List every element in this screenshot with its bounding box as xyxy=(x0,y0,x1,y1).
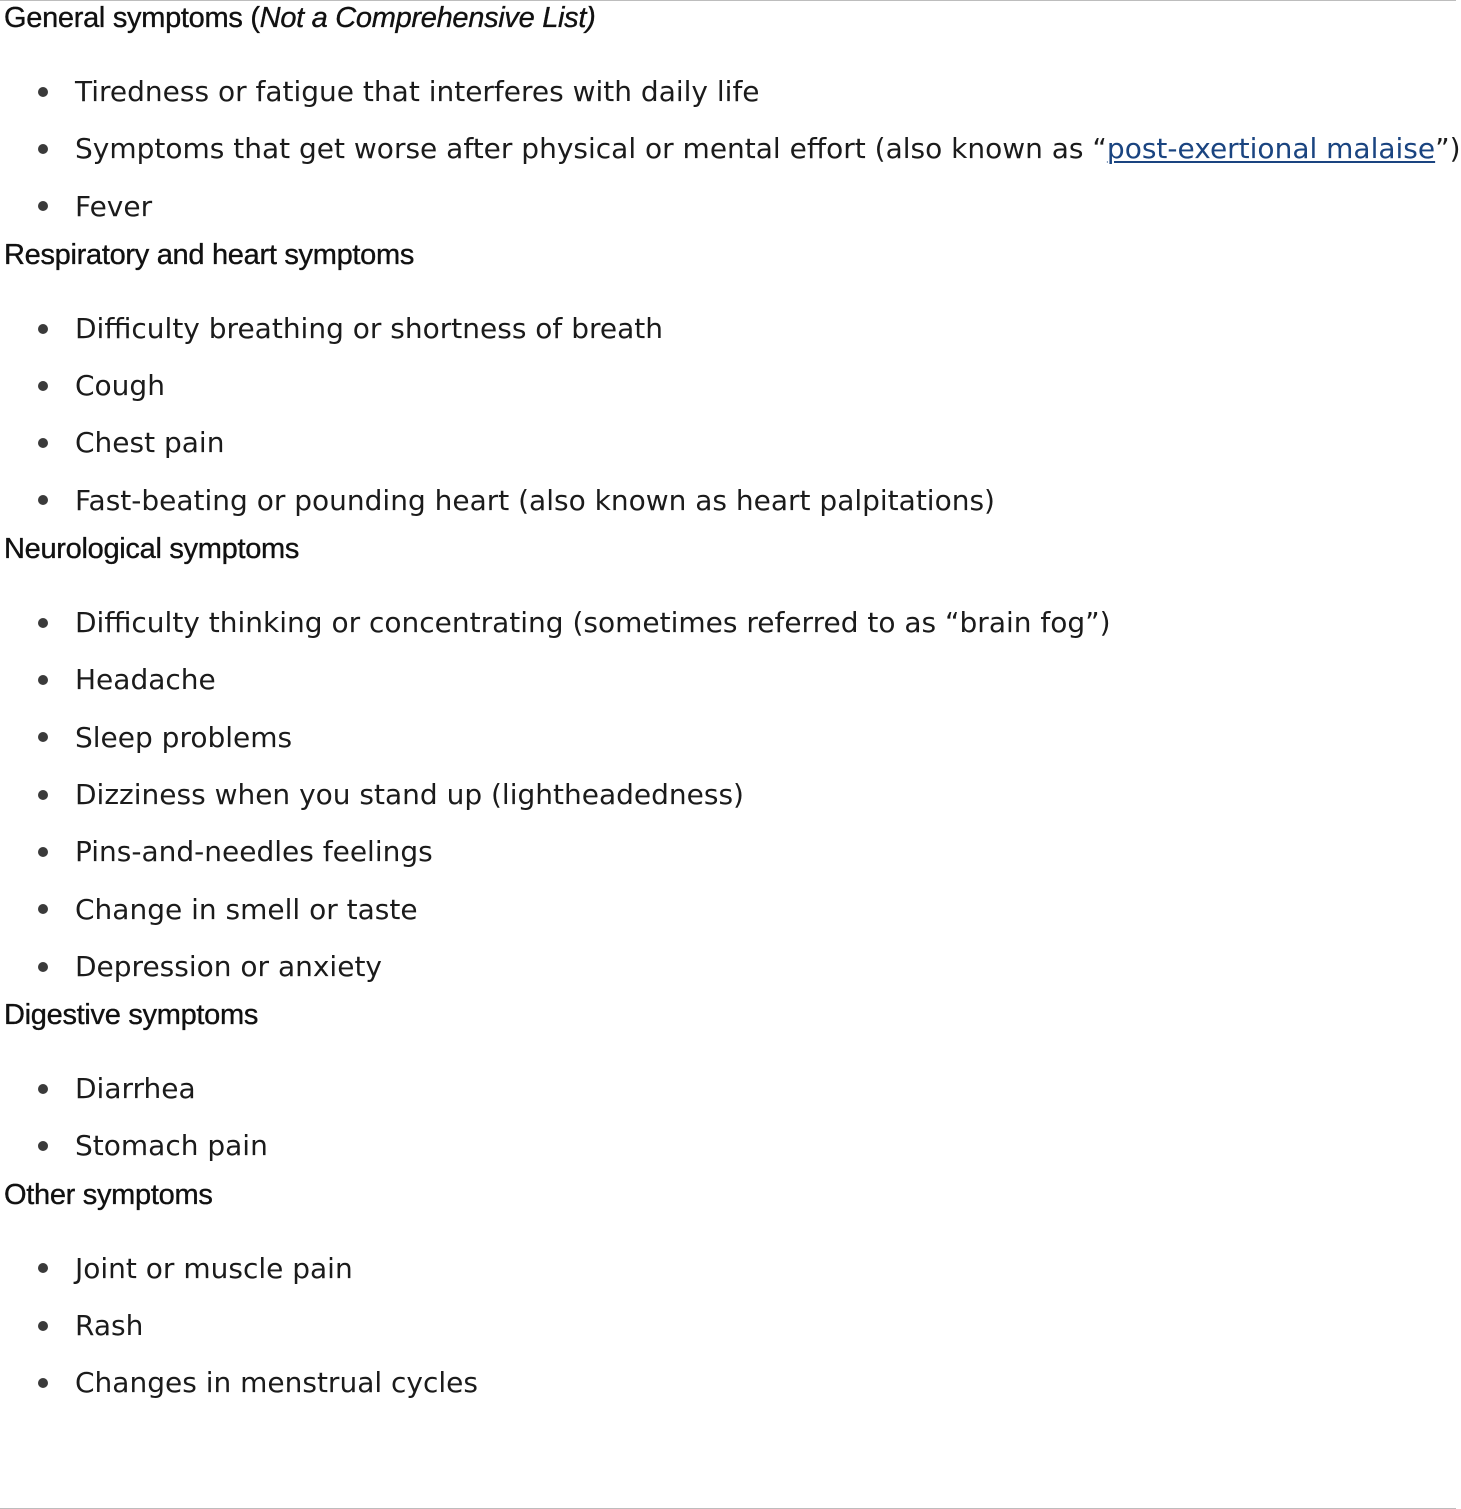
list-item-text: Pins-and-needles feelings xyxy=(75,835,433,869)
list-item-text: Fever xyxy=(75,189,153,223)
bullet-icon xyxy=(38,495,48,505)
bullet-icon xyxy=(38,847,48,857)
list-item-text: Changes in menstrual cycles xyxy=(75,1366,478,1400)
list-item-text: Fast-beating or pounding heart (also known as heart palpitations) xyxy=(75,483,995,517)
list-item xyxy=(0,414,1456,471)
bullet-icon xyxy=(38,438,48,448)
section-heading-other: Other symptoms xyxy=(4,1178,213,1211)
bullet-icon xyxy=(38,1263,48,1273)
list-item-text: Diarrhea xyxy=(75,1072,196,1106)
list-item-text: Difficulty breathing or shortness of breath xyxy=(75,311,663,345)
symptom-list-digestive xyxy=(0,1060,1456,1175)
list-item-text: Dizziness when you stand up (lightheadedness) xyxy=(75,777,744,811)
bullet-icon xyxy=(38,87,48,97)
section-heading-general xyxy=(0,1,1456,35)
bullet-icon xyxy=(38,144,48,154)
list-item xyxy=(0,1354,1456,1411)
list-item-text: Joint or muscle pain xyxy=(75,1251,353,1285)
bullet-icon xyxy=(38,618,48,628)
bullet-icon xyxy=(38,732,48,742)
list-item xyxy=(0,823,1456,880)
bullet-icon xyxy=(38,381,48,391)
post-exertional-malaise-link[interactable]: post-exertional malaise xyxy=(1106,132,1436,166)
list-item xyxy=(0,357,1456,414)
list-item-text: Depression or anxiety xyxy=(75,949,382,983)
section-general-symptoms xyxy=(0,1,1461,235)
list-item xyxy=(0,472,1456,529)
list-item-text: Change in smell or taste xyxy=(75,892,418,926)
section-other-symptoms xyxy=(0,1178,1456,1412)
list-item-text-before-link: Symptoms that get worse after physical or mental effort (also known as “ xyxy=(75,132,1107,166)
section-heading-digestive: Digestive symptoms xyxy=(4,999,259,1032)
list-item-text-after-link: ”) xyxy=(1435,132,1461,166)
list-item-text: Difficulty thinking or concentrating (sometimes referred to as “brain fog”) xyxy=(75,606,1111,640)
symptom-list-general xyxy=(0,63,1461,235)
list-item xyxy=(0,63,1456,120)
symptom-list-other xyxy=(0,1240,1456,1412)
bullet-icon xyxy=(38,1321,48,1331)
section-heading-neurological: Neurological symptoms xyxy=(4,533,300,566)
bullet-icon xyxy=(38,790,48,800)
section-heading-respiratory: Respiratory and heart symptoms xyxy=(4,238,415,271)
list-item xyxy=(0,1060,1456,1117)
list-item-text: Stomach pain xyxy=(75,1129,268,1163)
heading-italic-text: Not a Comprehensive List) xyxy=(259,2,596,34)
bullet-icon xyxy=(38,1084,48,1094)
bullet-icon xyxy=(38,962,48,972)
section-respiratory-heart-symptoms xyxy=(0,238,1456,529)
list-item-text: Tiredness or fatigue that interferes with daily life xyxy=(75,75,760,108)
list-item-text: Headache xyxy=(75,663,216,697)
list-item xyxy=(0,1297,1456,1354)
bullet-icon xyxy=(38,1141,48,1151)
list-item xyxy=(0,594,1456,651)
list-item-text: Cough xyxy=(75,369,165,403)
bullet-icon xyxy=(38,324,48,334)
section-digestive-symptoms xyxy=(0,998,1456,1175)
list-item xyxy=(0,881,1456,938)
list-item xyxy=(0,1117,1456,1174)
list-item xyxy=(0,178,1456,235)
list-item xyxy=(0,300,1456,357)
symptom-list-respiratory xyxy=(0,300,1456,529)
list-item-text: Chest pain xyxy=(75,426,225,460)
list-item xyxy=(0,709,1456,766)
heading-text: General symptoms ( xyxy=(4,2,260,34)
bullet-icon xyxy=(38,675,48,685)
section-neurological-symptoms xyxy=(0,532,1456,995)
bullet-icon xyxy=(38,1378,48,1388)
list-item xyxy=(0,766,1456,823)
list-item-text: Sleep problems xyxy=(75,720,293,754)
bullet-icon xyxy=(38,904,48,914)
list-item xyxy=(0,651,1456,708)
list-item xyxy=(0,120,1461,177)
list-item xyxy=(0,1240,1456,1297)
list-item-text: Rash xyxy=(75,1309,144,1343)
symptom-list-neurological xyxy=(0,594,1456,995)
list-item xyxy=(0,938,1456,995)
bullet-icon xyxy=(38,201,48,211)
